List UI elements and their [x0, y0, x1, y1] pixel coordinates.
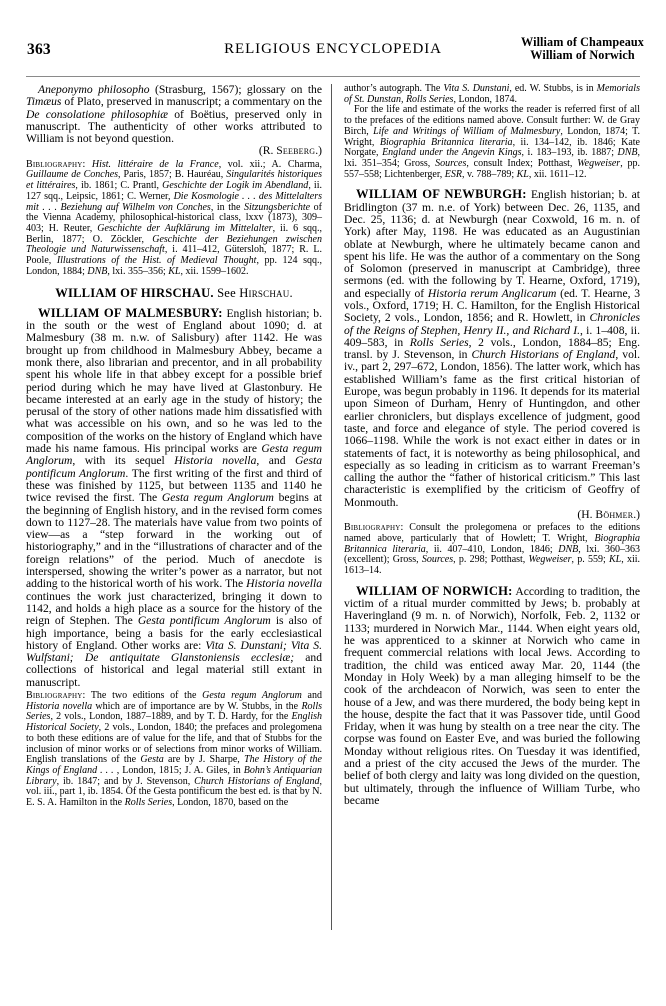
article-champeaux-tail [26, 84, 322, 158]
article-norwich [344, 585, 640, 807]
hirschau-see-word: See [217, 285, 236, 300]
running-head-entry-1: William of Champeaux [521, 35, 644, 49]
newburgh-signature: (H. Böhmer.) [577, 508, 640, 522]
bibliography-label: Bibliography [26, 690, 83, 702]
running-head-entry-2: William of Norwich [530, 48, 635, 63]
scan-speckle-left [178, 16, 181, 23]
left-column [26, 84, 322, 809]
bibliography-label: Bibliography [344, 522, 401, 534]
article-malmesbury [26, 307, 322, 689]
bibliography-text: : The two editions of the Gesta regum Anglorum and Historia novella which are of importance are by W. Stubbs, in the Rolls Series, 2 vols., London, 1887–1889, and by T. D. Hardy, for the English Historical Society, 2 vols., London, 1840; the prefaces and prolegomena to both these editions are of value for the life, and that of Stubbs for the inclusion of minor works or of selections from minor works of William. English translations of the Gesta are by J. Sharpe, The History of the Kings of England . . . , London, 1815; J. A. Giles, in Bohn’s Antiquarian Library, ib. 1847; and by J. Stevenson, Church Historians of England, vol. iii., part 1, ib. 1854. Of the Gesta pontificum the best ed. is that by N. E. S. A. Hamilton in the Rolls Series, London, 1870, based on the [26, 690, 323, 809]
article-norwich-body: According to tradition, the victim of a ritual murder committed by Jews; b. probably at Haveringland (9 m. n. of Norwich), Norfolk, Feb. 2, 1132 or 1133; murdered in Norwich Mar., 1144. When eight years old, he was apprenticed to a skinner at Norwich who came in frequent commercial relations with local Jews. According to tradition, the child was enticed away Mar. 20, 1144 (the Monday in Holy Week) by a man alleging himself to be the cook of the archdeacon of Norwich, was seen to enter the house of a Jew, and was there murdered, the body being kept in the house, despite the fact that it was Passover tide, until Good Friday, when it was hung by stealth on a tree near the city. The corpse was found on Easter Eve, and was buried the following Monday without religious rites. On Tuesday it was identified, and a priest of the city accused the Jews of the murder. The belief of both clergy and laity was long divided on the question, but ultimately, through the influence of William Turbe, who became [344, 584, 641, 807]
scan-speckle-right [286, 16, 289, 23]
hirschau-cross-reference: Hirschau [239, 285, 290, 300]
running-head-entries [521, 36, 644, 63]
malmesbury-bibliography-paragraph-2 [344, 105, 640, 180]
article-malmesbury-body: English historian; b. in the south or the west of England about 1090; d. at Malmesbury (38 m. n.w. of Salisbury) after 1142. He was brought up from childhood in Malmesbury Abbey, became a monk there, also librarian and precentor, and in all probability spent his whole life in that abbey except for a possible brief period during which he may have lived at Glastonbury. He became interested at an early age in the study of history; the perusal of the story of other nations made him dissatisfied with what was accessible on his own, and so he was led to the composition of the works on the history of England which have made his name famous. His principal works are Gesta regum Anglorum, with its sequel Historia novella, and Gesta pontificum Anglorum. The first writing of the first and third of these was finished by 1125, but between 1135 and 1140 he twice revised the first. The Gesta regum Anglorum begins at the beginning of English history, and in the revised form comes down to 1127–28. The materials have value from two points of view—as a “step forward in the working out of historiography,” and in the “illustrations of character and of the foreign relations” of the period. Much of anecdote is interspersed, showing the writer’s power as a narrator, but not adding to the historical worth of his work. The Historia novella continues the work just characterized, bringing it down to 1142, and holds a high place as a source for the history of the reign of Stephen. The Gesta pontificum Anglorum is also of high importance, being a basis for the early ecclesiastical history of England. Other works are: Vita S. Dunstani; Vita S. Wulfstani; De antiquitate Glanstoniensis ecclesiæ; and collections of historical and legal material still extant in manuscript. [26, 306, 323, 689]
article-malmesbury-title: WILLIAM OF MALMESBURY: [38, 305, 223, 320]
champeaux-bibliography [26, 160, 322, 278]
malmesbury-bibliography-continued [344, 84, 640, 105]
article-newburgh [344, 188, 640, 521]
bibliography-text-paragraph-2: For the life and estimate of the works the reader is referred first of all to the prefaces of the editions named above. Consult further: W. de Gray Birch, Life and Writings of William of Malmesbury, London, 1874; T. Wright, Biographia Britannica literaria, ii. 134–142, ib. 1846; Kate Norgate, England under the Angevin Kings, i. 183–193, ib. 1887; DNB, lxi. 351–354; Gross, Sources, consult Index; Potthast, Wegweiser, pp. 557–558; Lichtenberger, ESR, v. 788–789; KL, xii. 1611–12. [344, 104, 641, 180]
page-number: 363 [27, 41, 51, 58]
newburgh-bibliography [344, 523, 640, 577]
article-hirschau-title: WILLIAM OF HIRSCHAU. [55, 285, 214, 300]
running-head-title: RELIGIOUS ENCYCLOPEDIA [224, 41, 442, 57]
running-head [0, 35, 666, 68]
header-rule [26, 76, 640, 77]
champeaux-body: Aneponymo philosopho (Strasburg, 1567); glossary on the Timæus of Plato, preserved in manuscript; a commentary on the De consolatione philosophiæ of Boëtius, preserved only in manuscript. The authenticity of other works attributed to William is not beyond question. [26, 83, 322, 146]
article-newburgh-body: English historian; b. at Bridlington (37 m. n.e. of York) between Dec. 26, 1135, and Dec. 25, 1136; d. at Newburgh (near Coxwold, 16 m. n. of York) after May, 1198. He was educated as an Augustinian oblate at Newburgh, where he ultimately became canon and spent his life. He was the author of a commentary on the Song of Solomon (preserved in manuscript at Cambridge), three sermons (ed. with the following by T. Hearne, Oxford, 1719), and especially of Historia rerum Anglicarum (ed. T. Hearne, 3 vols., Oxford, 1719; H. C. Hamilton, for the English Historical Society, 2 vols., London, 1856; and R. Howlett, in Chronicles of the Reigns of Stephen, Henry II., and Richard I., i. 1–408, ii. 409–583, in Rolls Series, 2 vols., London, 1884–85; Eng. transl. by J. Stevenson, in Church Historians of England, vol. iv., part 2, 297–672, London, 1856). The latter work, which has established William’s fame as the first critical historian of Europe, was begun probably in 1196. It depends for its material upon Simeon of Durham, Henry of Huntingdon, and other earlier chroniclers, but displays excellence of judgment, good taste, and force and elegance of style. The period covered is 1066–1198. While the work is not exact either in dates or in statements of fact, it is noteworthy as being philosophical, and especially as so leading in criticism as to warrant Freeman’s calling the author the “father of historical criticism.” This last characteristic is exemplified by the criticism of Geoffry of Monmouth. [344, 188, 640, 509]
article-hirschau: WILLIAM OF HIRSCHAU. See Hirschau. [55, 285, 293, 300]
right-column [344, 84, 640, 807]
champeaux-signature: (R. Seeberg.) [258, 144, 322, 158]
article-norwich-title: WILLIAM OF NORWICH: [356, 583, 513, 598]
bibliography-text: : Hist. littéraire de la France, vol. xii.; A. Charma, Guillaume de Conches, Paris, 1857; B. Hauréau, Singularités historiques et littéraires, ib. 1861; C. Prantl, Geschichte der Logik im Abendland, ii. 127 sqq., Leipsic, 1861; C. Werner, Die Kosmologie . . . des Mittelalters mit . . . Beziehung auf Wilhelm von Conches, in the Sitzungsberichte of the Vienna Academy, philosophical-historical class, lxxv (1873), 309–403; H. Reuter, Geschichte der Aufklärung im Mittelalter, ii. 6 sqq., Berlin, 1877; O. Zöckler, Geschichte der Beziehungen zwischen Theologie und Naturwissenschaft, i. 411–412, Gütersloh, 1877; R. L. Poole, Illustrations of the Hist. of Medieval Thought, pp. 124 sqq., London, 1884; DNB, lxi. 355–356; KL, xii. 1599–1602. [26, 158, 322, 277]
bibliography-text: : Consult the prolegomena or prefaces to the editions named above, particularly that of Howlett; T. Wright, Biographia Britannica literaria, ii. 407–410, London, 1846; DNB, lxi. 360–363 (excellent); Gross, Sources, p. 298; Potthast, Wegweiser, p. 559; KL, xii. 1613–14. [344, 522, 641, 577]
champeaux-signature-name: Seeberg [276, 144, 316, 158]
article-newburgh-title: WILLIAM OF NEWBURGH: [356, 187, 527, 202]
column-divider [331, 84, 332, 930]
malmesbury-bibliography [26, 691, 322, 809]
newburgh-signature-name: Böhmer [595, 508, 634, 522]
bibliography-text-continued: author’s autograph. The Vita S. Dunstani, ed. W. Stubbs, is in Memorials of St. Dunstan, Rolls Series, London, 1874. [344, 83, 640, 105]
bibliography-label: Bibliography [26, 158, 83, 170]
